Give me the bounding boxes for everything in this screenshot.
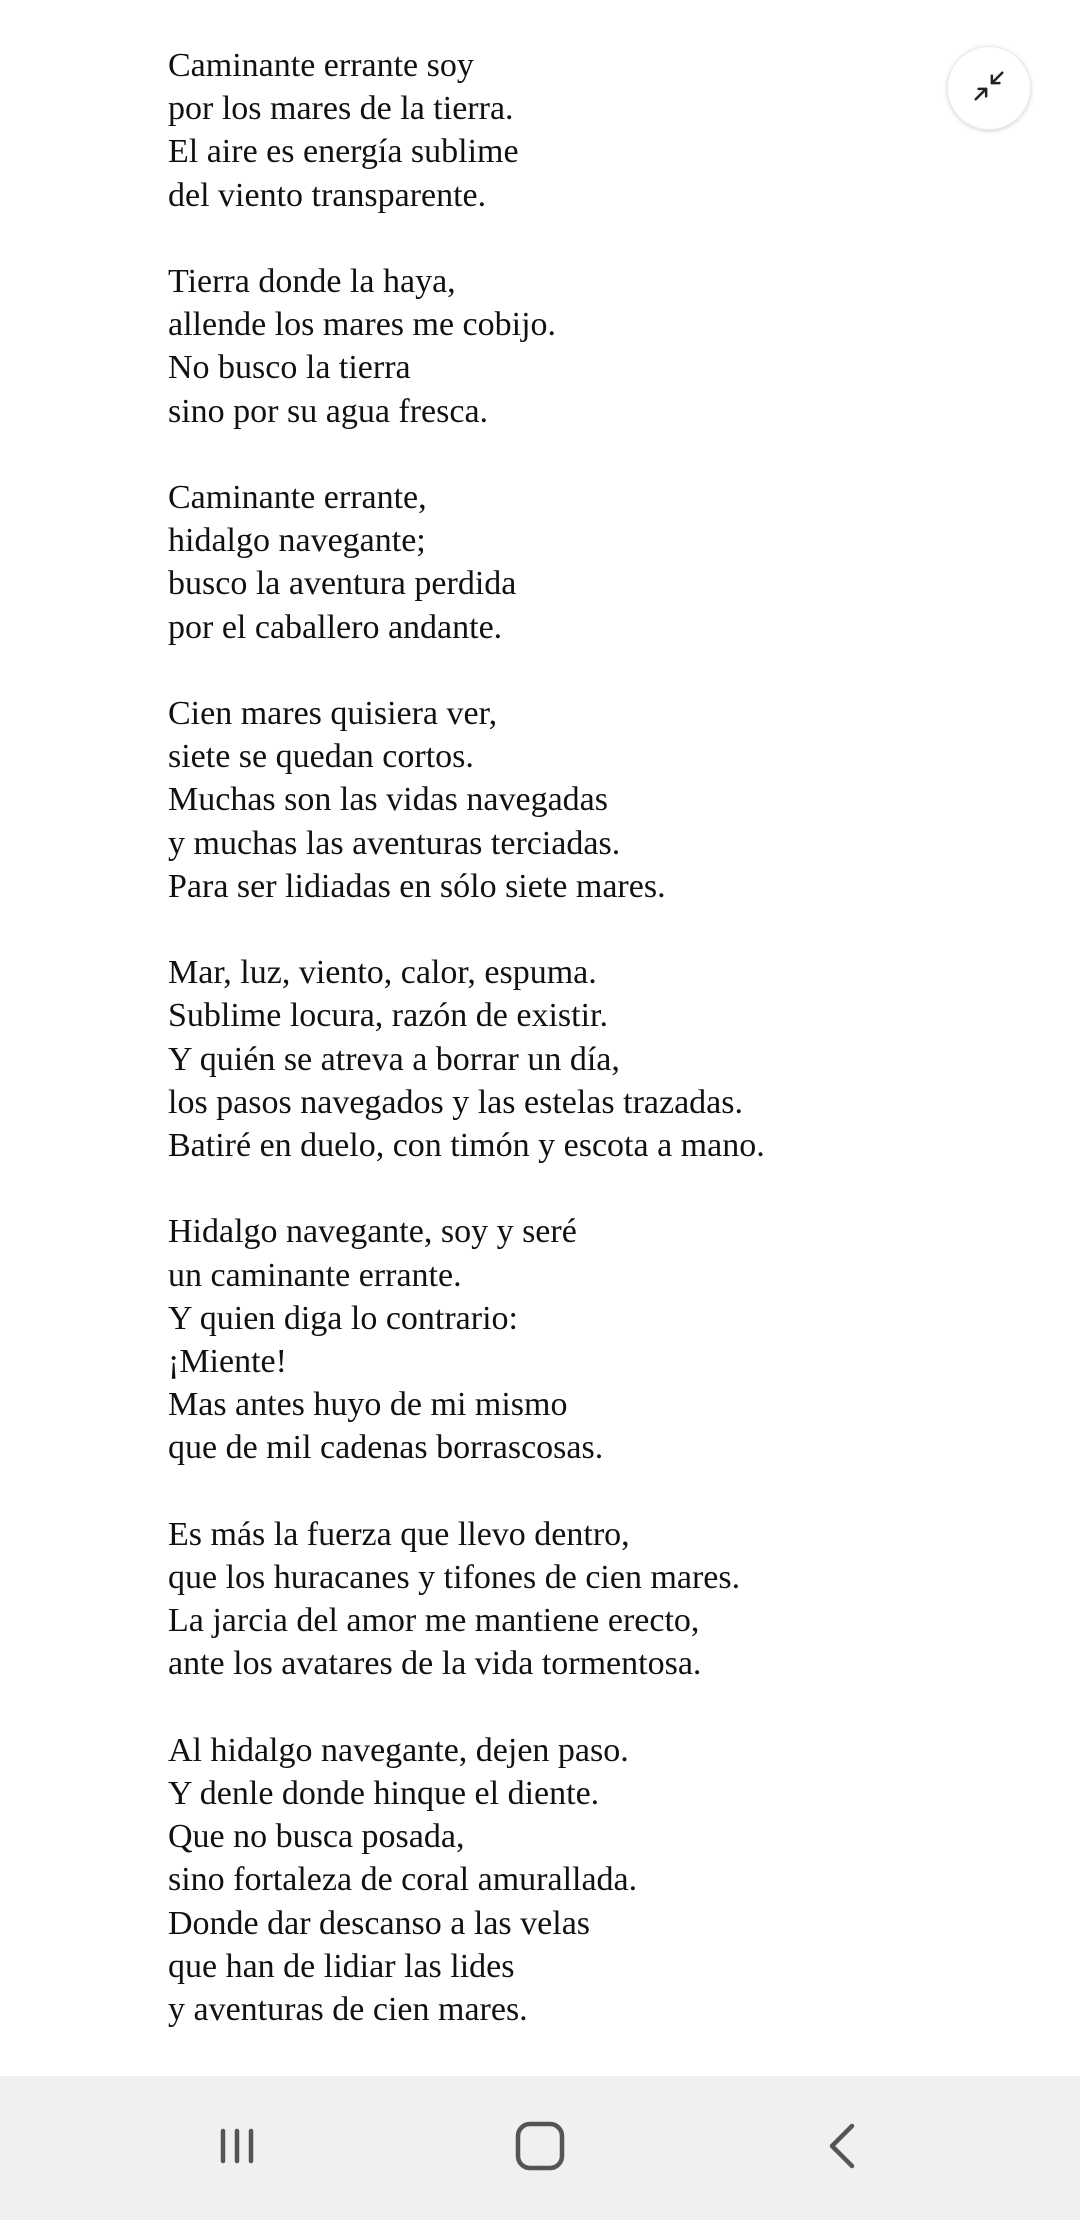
back-icon xyxy=(812,2116,872,2181)
poem-line: allende los mares me cobijo. xyxy=(168,306,557,344)
poem-line: que han de lidiar las lides xyxy=(168,1947,515,1985)
stanza xyxy=(168,692,1028,908)
stanza xyxy=(168,260,1028,433)
poem-line: Que no busca posada, xyxy=(168,1818,465,1856)
poem-line: Cien mares quisiera ver, xyxy=(168,695,498,732)
home-icon xyxy=(510,2116,570,2181)
poem-line: siete se quedan cortos. xyxy=(168,738,474,776)
stanza xyxy=(168,1513,1028,1686)
poem-line: que los huracanes y tifones de cien mares. xyxy=(168,1559,741,1597)
poem-line: Sublime locura, razón de existir. xyxy=(168,997,608,1035)
recents-icon xyxy=(207,2116,267,2181)
poem-line: Caminante errante, xyxy=(168,479,427,516)
stanza xyxy=(168,1210,1028,1469)
recents-button[interactable] xyxy=(177,2108,297,2188)
poem-line: Batiré en duelo, con timón y escota a mano. xyxy=(168,1127,765,1165)
poem-line: Y quien diga lo contrario: xyxy=(168,1299,518,1337)
poem-line: y aventuras de cien mares. xyxy=(168,1991,528,2029)
stanza xyxy=(168,1729,1028,2031)
poem-line: sino por su agua fresca. xyxy=(168,392,489,430)
system-navigation-bar xyxy=(0,2076,1080,2220)
poem-line: un caminante errante. xyxy=(168,1256,462,1294)
poem-line: El aire es energía sublime xyxy=(168,133,519,171)
poem-line: Donde dar descanso a las velas xyxy=(168,1904,591,1942)
poem-line: Y denle donde hinque el diente. xyxy=(168,1775,600,1813)
poem-line: sino fortaleza de coral amurallada. xyxy=(168,1861,638,1899)
home-button[interactable] xyxy=(480,2108,600,2188)
back-button[interactable] xyxy=(782,2108,902,2188)
poem-line: Caminante errante soy xyxy=(168,47,474,84)
poem-line: del viento transparente. xyxy=(168,176,487,214)
poem-line: Para ser lidiadas en sólo siete mares. xyxy=(168,867,666,905)
poem-line: ante los avatares de la vida tormentosa. xyxy=(168,1645,702,1683)
poem-line: busco la aventura perdida xyxy=(168,565,517,603)
poem-line: hidalgo navegante; xyxy=(168,522,426,560)
poem-line: y muchas las aventuras terciadas. xyxy=(168,824,621,862)
poem-line: No busco la tierra xyxy=(168,349,411,387)
poem-line: por los mares de la tierra. xyxy=(168,90,514,128)
poem-line: Muchas son las vidas navegadas xyxy=(168,781,609,819)
poem-line: Es más la fuerza que llevo dentro, xyxy=(168,1515,630,1553)
poem-line: por el caballero andante. xyxy=(168,608,503,646)
exit-fullscreen-button[interactable] xyxy=(947,46,1031,130)
poem-line: que de mil cadenas borrascosas. xyxy=(168,1429,604,1467)
poem-text xyxy=(168,44,1028,2031)
stanza xyxy=(168,476,1028,649)
stanza xyxy=(168,951,1028,1167)
poem-line: Tierra donde la haya, xyxy=(168,263,456,300)
poem-line: Mas antes huyo de mi mismo xyxy=(168,1386,568,1424)
poem-line: La jarcia del amor me mantiene erecto, xyxy=(168,1602,700,1640)
poem-line: Y quién se atreva a borrar un día, xyxy=(168,1040,620,1078)
collapse-icon xyxy=(970,67,1008,110)
poem-line: Al hidalgo navegante, dejen paso. xyxy=(168,1731,629,1769)
poem-line: Mar, luz, viento, calor, espuma. xyxy=(168,954,597,992)
poem-line: Hidalgo navegante, soy y seré xyxy=(168,1213,577,1251)
stanza xyxy=(168,44,1028,217)
poem-line: ¡Miente! xyxy=(168,1343,287,1381)
poem-line: los pasos navegados y las estelas trazadas. xyxy=(168,1083,743,1121)
